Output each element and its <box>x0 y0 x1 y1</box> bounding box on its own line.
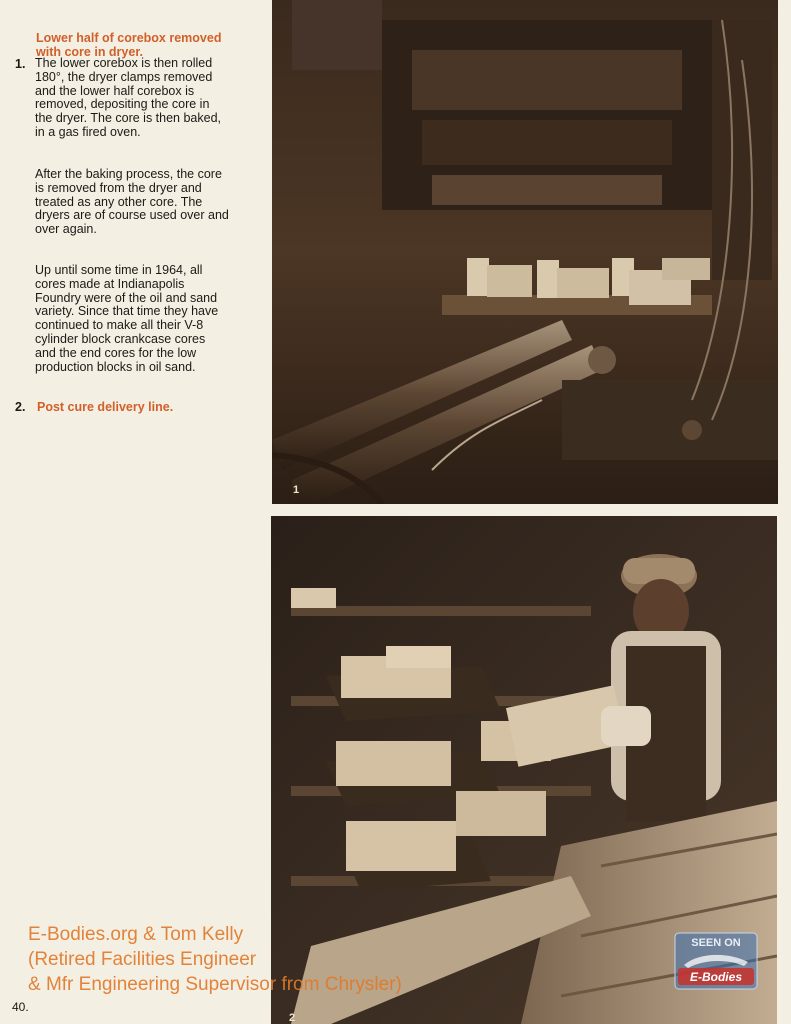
item-1-paragraph-c: Up until some time in 1964, all cores made at Indianapolis Foundry were of the oil and sand variety. Since that time they have continued to make all their V-8 cylinder block crankcase cores and the end cores for the low production blocks in oil sand. <box>35 263 219 374</box>
seen-on-ebodies-badge <box>674 932 758 990</box>
item-2-caption: Post cure delivery line. <box>37 400 174 414</box>
caption-1-title: Lower half of corebox removed with core in dryer. <box>36 31 222 59</box>
photo-2-number: 2 <box>289 1012 296 1024</box>
photo-corebox-machine <box>272 0 778 504</box>
item-2-number: 2. <box>15 400 26 414</box>
badge-logo-icon <box>674 932 758 990</box>
photo-1-illustration <box>272 0 778 504</box>
item-1-paragraph-b: After the baking process, the core is removed from the dryer and treated as any other core. The dryers are of course used over and over again. <box>35 167 229 237</box>
item-1-number: 1. <box>15 57 26 71</box>
badge-line2: E-Bodies <box>689 970 743 984</box>
badge-line1: SEEN ON <box>691 937 741 949</box>
watermark-credit: E-Bodies.org & Tom Kelly (Retired Facilities Engineer & Mfr Engineering Supervisor from Chrysler) <box>28 924 402 995</box>
page-number: 40. <box>12 1000 29 1014</box>
photo-1-number: 1 <box>293 484 300 496</box>
item-1-paragraph-a: The lower corebox is then rolled 180°, the dryer clamps removed and the lower half corebox is removed, depositing the core in the dryer. The core is then baked, in a gas fired oven. <box>35 56 221 139</box>
